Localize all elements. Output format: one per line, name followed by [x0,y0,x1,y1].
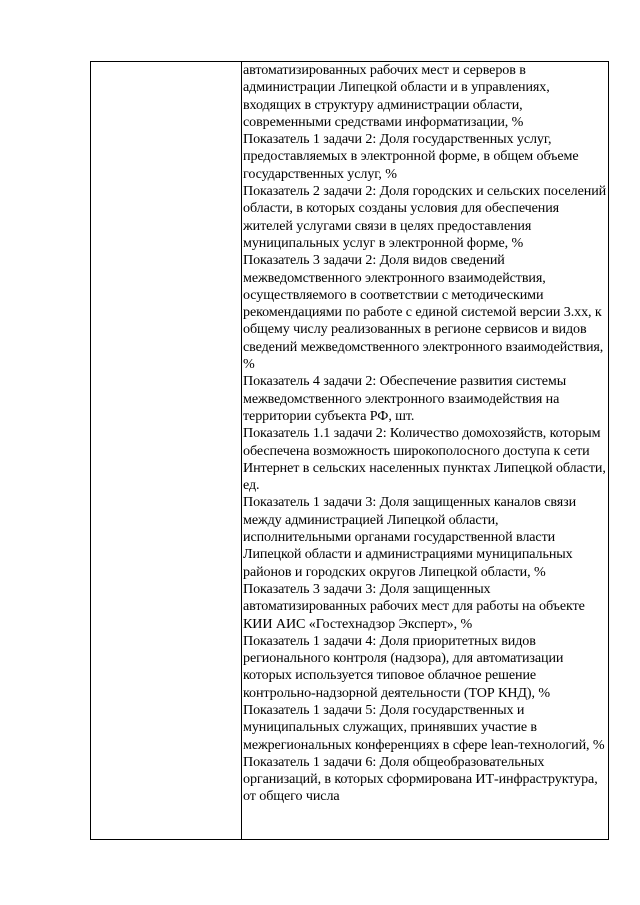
paragraph-indicator-1-1-task-2: Показатель 1.1 задачи 2: Количество домохозяйств, которым обеспечена возможность широкополосного доступа к сети Интернет в сельских населенных пунктах Липецкой области, ед. [243,425,606,494]
paragraph-indicator-3-task-3: Показатель 3 задачи 3: Доля защищенных автоматизированных рабочих мест для работы на объекте КИИ АИС «Гостехнадзор Эксперт», % [243,580,585,632]
paragraph-continuation: автоматизированных рабочих мест и серверов в администрации Липецкой области и в управлениях, входящих в структуру администрации области, современными средствами информатизации, % [243,62,550,130]
paragraph-indicator-1-task-6: Показатель 1 задачи 6: Доля общеобразовательных организаций, в которых сформирована ИТ-инфраструктура, от общего числа [243,753,598,805]
paragraph-indicator-2-task-2: Показатель 2 задачи 2: Доля городских и сельских поселений области, в которых созданы условия для обеспечения жителей услугами связи в целях предоставления муниципальных услуг в электронной форме, % [243,183,607,251]
paragraph-indicator-1-task-3: Показатель 1 задачи 3: Доля защищенных каналов связи между администрацией Липецкой области, исполнительными органами государственной власти Липецкой области и администрациями муниципальных районов и городских округов Липецкой области, % [243,494,577,580]
paragraph-indicator-1-task-2: Показатель 1 задачи 2: Доля государственных услуг, предоставляемых в электронной форме, в общем объеме государственных услуг, % [243,131,579,182]
paragraph-indicator-1-task-5: Показатель 1 задачи 5: Доля государственных и муниципальных служащих, принявших участие в межрегиональных конференциях в сфере lean-технологий, % [243,701,605,753]
table-right-cell [242,62,608,839]
table-left-cell [91,62,242,839]
paragraph-indicator-1-task-4: Показатель 1 задачи 4: Доля приоритетных видов регионального контроля (надзора), для автоматизации которых используется типовое облачное решение контрольно-надзорной деятельности (ТОР КНД), % [243,632,564,701]
indicators-table [90,61,609,840]
paragraph-indicator-3-task-2: Показатель 3 задачи 2: Доля видов сведений межведомственного электронного взаимодействия, осуществляемого в соответствии с методическими рекомендациями по работе с единой системой версии 3.хх, к общему числу реализованных в регионе сервисов и видов сведений межведомственного электронного взаимодействия, % [243,252,604,373]
paragraph-indicator-4-task-2: Показатель 4 задачи 2: Обеспечение развития системы межведомственного электронного взаимодействия на территории субъекта РФ, шт. [243,373,567,424]
